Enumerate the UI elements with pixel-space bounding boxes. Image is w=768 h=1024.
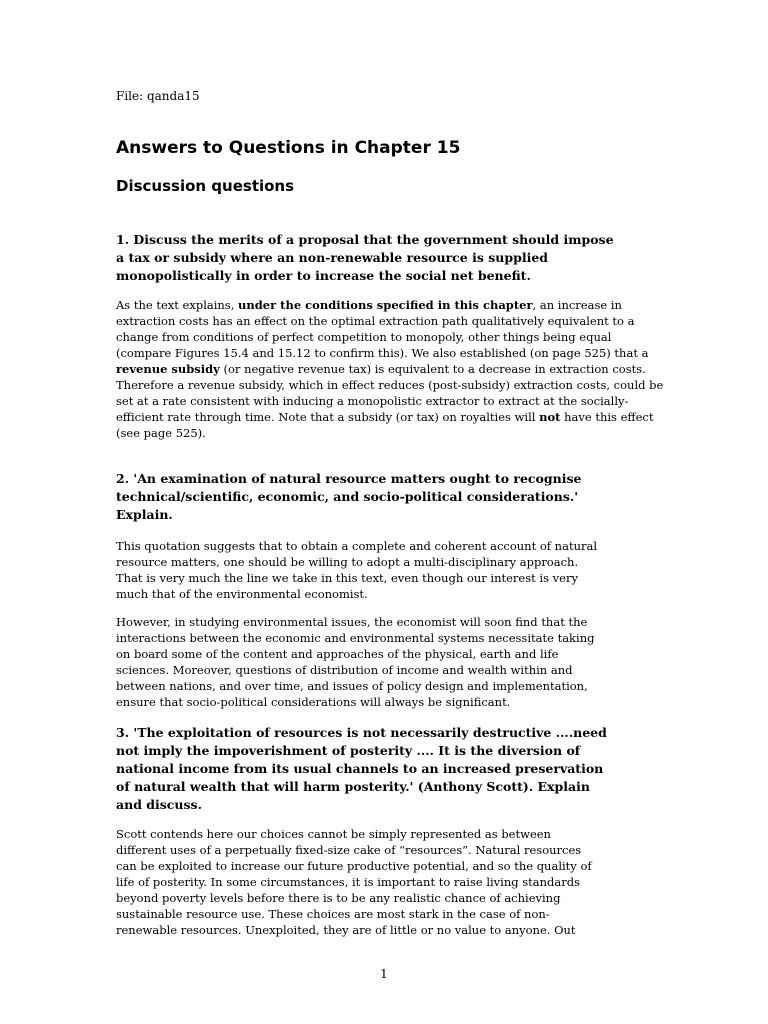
answer-1-line: (compare Figures 15.4 and 15.12 to confirm this). We also established (on page 525) that a: [116, 346, 649, 360]
answer-2-line: sciences. Moreover, questions of distribution of income and wealth within and: [116, 663, 573, 677]
answer-3-line: beyond poverty levels before there is to be any realistic chance of achieving: [116, 891, 561, 905]
question-2-line: technical/scientific, economic, and socio-political considerations.': [116, 489, 579, 504]
question-1-line: a tax or subsidy where an non-renewable resource is supplied: [116, 250, 549, 265]
question-2-line: 2. 'An examination of natural resource matters ought to recognise: [116, 471, 582, 486]
answer-2-line: However, in studying environmental issues, the economist will soon find that the: [116, 615, 588, 629]
question-2-line: Explain.: [116, 507, 173, 522]
answer-1-emphasis: revenue subsidy: [116, 362, 220, 376]
answer-1-line: extraction costs has an effect on the optimal extraction path qualitatively equivalent to a: [116, 314, 635, 328]
answer-1-line: change from conditions of perfect competition to monopoly, other things being equal: [116, 330, 612, 344]
answer-1-line: set at a rate consistent with inducing a monopolistic extractor to extract at the socially-: [116, 394, 629, 408]
question-3: [116, 724, 607, 814]
answer-1-text: , an increase in: [532, 298, 622, 312]
answer-3-line: Scott contends here our choices cannot be simply represented as between: [116, 827, 551, 841]
answer-1-line: Therefore a revenue subsidy, which in effect reduces (post-subsidy) extraction costs, could be: [116, 378, 664, 392]
question-3-line: and discuss.: [116, 797, 202, 812]
answer-1-line: [116, 297, 663, 313]
answer-3-line: sustainable resource use. These choices are most stark in the case of non-: [116, 907, 550, 921]
question-3-line: of natural wealth that will harm posterity.' (Anthony Scott). Explain: [116, 779, 590, 794]
answer-2-line: This quotation suggests that to obtain a complete and coherent account of natural: [116, 539, 598, 553]
answer-1-line: [116, 361, 663, 377]
answer-2-line: interactions between the economic and environmental systems necessitate taking: [116, 631, 595, 645]
answer-1-line: [116, 409, 663, 425]
answer-1: [116, 297, 663, 441]
answer-2-paragraph-2: [116, 614, 594, 710]
answer-1-text: As the text explains,: [116, 298, 239, 312]
page-number: 1: [380, 967, 388, 981]
answer-2-line: That is very much the line we take in this text, even though our interest is very: [116, 571, 578, 585]
answer-2-paragraph-1: [116, 538, 597, 602]
answer-3-line: renewable resources. Unexploited, they are of little or no value to anyone. Out: [116, 923, 576, 937]
answer-1-line: (see page 525).: [116, 426, 206, 440]
answer-1-emphasis: not: [539, 410, 561, 424]
question-3-line: 3. 'The exploitation of resources is not necessarily destructive ....need: [116, 725, 607, 740]
question-3-line: national income from its usual channels to an increased preservation: [116, 761, 604, 776]
answer-2-line: much that of the environmental economist.: [116, 587, 368, 601]
answer-1-text: (or negative revenue tax) is equivalent to a decrease in extraction costs.: [219, 362, 646, 376]
answer-2-line: ensure that socio-political considerations will always be significant.: [116, 695, 511, 709]
answer-3-line: different uses of a perpetually fixed-size cake of “resources”. Natural resources: [116, 843, 582, 857]
page-title: Answers to Questions in Chapter 15: [116, 138, 461, 158]
answer-1-text: efficient rate through time. Note that a subsidy (or tax) on royalties will: [116, 410, 540, 424]
question-2: [116, 470, 581, 524]
question-3-line: not imply the impoverishment of posterity .... It is the diversion of: [116, 743, 581, 758]
answer-2-line: on board some of the content and approaches of the physical, earth and life: [116, 647, 559, 661]
question-1: [116, 231, 614, 285]
answer-2-line: between nations, and over time, and issues of policy design and implementation,: [116, 679, 588, 693]
answer-3-line: life of posterity. In some circumstances, it is important to raise living standards: [116, 875, 581, 889]
answer-1-emphasis: under the conditions specified in this chapter: [238, 298, 533, 312]
answer-3: [116, 826, 592, 938]
answer-3-line: can be exploited to increase our future productive potential, and so the quality of: [116, 859, 592, 873]
answer-2-line: resource matters, one should be willing to adopt a multi-disciplinary approach.: [116, 555, 579, 569]
question-1-line: 1. Discuss the merits of a proposal that the government should impose: [116, 232, 614, 247]
section-subtitle: Discussion questions: [116, 177, 295, 195]
question-1-line: monopolistically in order to increase the social net benefit.: [116, 268, 531, 283]
answer-1-text: have this effect: [560, 410, 654, 424]
file-label: File: qanda15: [116, 89, 200, 103]
